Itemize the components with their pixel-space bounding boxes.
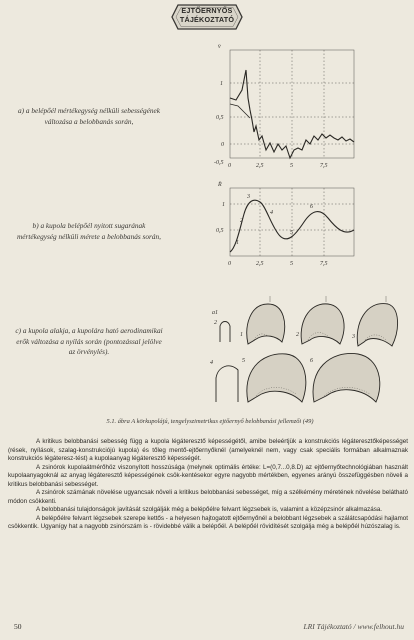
paragraph: A belépőélre felvarrt légzsebek szerepe kettős - a helyesen hajtogatott ejtőernyőnél a belobbant légzsebek a szálátcsapódási hajlamot csökkentik. Ugyanígy hat a nagyobb zsinórszám is - rövidebbé válik a belépőél. A belépőél rövidítését szolgálja még a belépőél húzószalag is.	[8, 514, 408, 531]
canopy-label: 5	[242, 358, 245, 364]
chart-a-ytick-4: -0,5	[214, 160, 224, 166]
paragraph: A zsinórok kupolaátmérőhöz viszonyított hosszúsága (melynek optimális értéke: L=(0,7...0,8.D) az ejtőernyőtechnológiában használt kupolaanyagoknál az anyag légáteresztő képességének csök-kentésekor egyre nagyobb mértékben, egyenes arányú összefüggésben növeli a kritikus belobbanási sebességet.	[8, 463, 408, 488]
chart-b-point-label: 6	[310, 204, 313, 210]
chart-b-xtick-2: 2,5	[256, 261, 264, 267]
chart-b-point-label: 5	[290, 230, 293, 236]
chart-b-xtick-4: 7,5	[320, 261, 328, 267]
chart-b-point-label: 4	[270, 210, 273, 216]
canopy-shapes	[216, 304, 398, 402]
chart-a	[214, 40, 364, 170]
canopy-label: a1	[212, 310, 218, 316]
chart-a-xtick-3: 5	[290, 163, 293, 169]
figure-caption: 5.1. ábra A körkupolájú, tengelyszimetrikus ejtőernyő belobbanási jellemzői (49)	[106, 418, 314, 425]
badge-title	[170, 6, 244, 24]
chart-b-xtick-1: 0	[228, 261, 231, 267]
chart-b-point-label: 1	[236, 240, 239, 246]
canopy-diagram	[210, 296, 400, 408]
caption-a: a) a belépőél mértékegység nélküli sebességének változása a belobbanás során,	[17, 106, 161, 126]
chart-a-ytick-2: 0,5	[216, 115, 224, 121]
canopy-label: 3	[352, 334, 355, 340]
paragraph: A zsinórok számának növelése ugyancsak növeli a kritikus belobbanási sebességet, míg a szélkémény méretének növelése belátható módon csökkenti.	[8, 489, 408, 505]
badge-line-2: TÁJÉKOZTATÓ	[179, 15, 235, 24]
chart-a-ytick-3: 0	[221, 142, 224, 148]
chart-a-ytick-1: 1	[220, 81, 223, 87]
canopy-label: 2	[296, 332, 299, 338]
badge-line-1: EJTŐERNYŐS	[181, 6, 233, 15]
chart-a-xtick-4: 7,5	[320, 163, 328, 169]
canopy-label: 4	[210, 360, 213, 366]
chart-b-ytick-1: 1	[222, 202, 225, 208]
body-text	[8, 438, 408, 532]
paragraph: A kritikus belobbanási sebesség függ a kupola légáteresztő képességétől, amibe beleértjük a konstrukciós légáteresztőképességet (rések, nyílások, szalag-konstrukciójú kupola) és tőleg mentő-ejtőernyőknél (amelyeknél nem, vagy csak speciális formában alkalmaznak konstrukciós légáteresz-tést) a kupolaanyag légáteresztő képességét.	[8, 438, 408, 463]
footer-url: LRI Tájékoztató / www.felhout.hu	[303, 622, 404, 631]
chart-a-ylabel: v̄	[218, 44, 221, 50]
caption-c: c) a kupola alakja, a kupolára ható aerodinamikai erők változása a nyílás során (pontozással jelölve az örvénylés).	[15, 326, 163, 357]
paragraph: A belobbanási tulajdonságok javítását szolgálják még a belépőélre felvarrt légzsebek is, valamint a középzsinór alkalmazása.	[36, 506, 383, 514]
chart-b-xtick-3: 5	[290, 261, 293, 267]
canopy-label: 6	[310, 358, 313, 364]
chart-b-point-label: 2	[240, 218, 243, 224]
chart-b-ylabel: R̄	[218, 182, 222, 188]
caption-b: b) a kupola belépőél nyitott sugarának mértékegység nélküli mérete a belobbanás során,	[16, 221, 161, 241]
canopy-label: 1	[240, 332, 243, 338]
chart-a-xtick-1: 0	[228, 163, 231, 169]
chart-a-xtick-2: 2,5	[256, 163, 264, 169]
page-number: 50	[14, 622, 22, 631]
chart-b-point-label: 3	[247, 194, 250, 200]
chart-b	[214, 178, 364, 268]
header-badge	[170, 2, 244, 32]
chart-b-ytick-2: 0,5	[216, 228, 224, 234]
canopy-label: 2	[214, 320, 217, 326]
